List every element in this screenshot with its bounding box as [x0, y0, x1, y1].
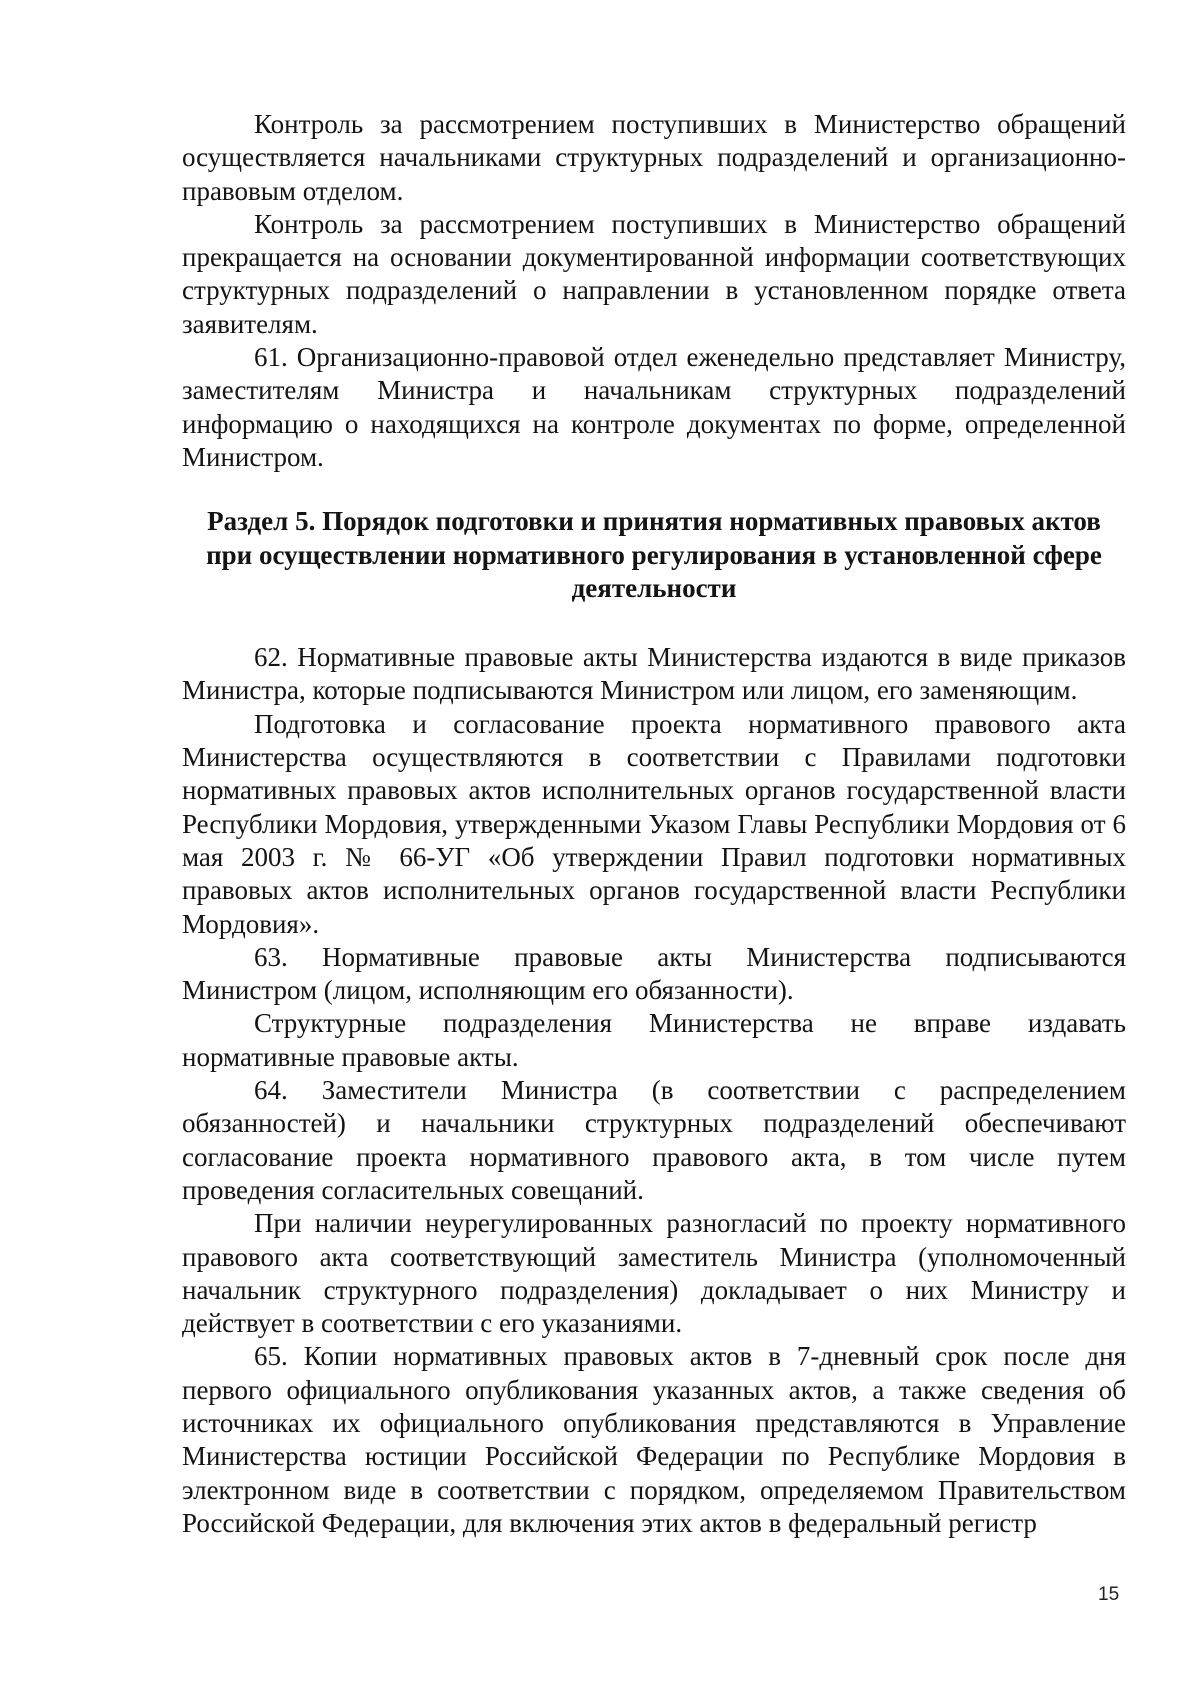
- paragraph-control-termination: Контроль за рассмотрением поступивших в Министерство обращений прекращается на основании документированной информации соответствующих структурных подразделений о направлении в установленном порядке ответа заявителям.: [182, 208, 1126, 339]
- paragraph-62: 62. Нормативные правовые акты Министерства издаются в виде приказов Министра, которые подписываются Министром или лицом, его заменяющим.: [182, 642, 1126, 706]
- section-5-heading: Раздел 5. Порядок подготовки и принятия нормативных правовых актов при осуществлении нормативного регулирования в установленной сфере деятельности: [206, 506, 1102, 603]
- document-page: [182, 108, 1126, 1540]
- page-number: 15: [1098, 1584, 1120, 1605]
- paragraph-disagreements: При наличии неурегулированных разногласий по проекту нормативного правового акта соответствующий заместитель Министра (уполномоченный начальник структурного подразделения) докладывает о них Министру и действует в соответствии с его указаниями.: [182, 1208, 1126, 1339]
- paragraph-preparation-approval: Подготовка и согласование проекта нормативного правового акта Министерства осуществляются в соответствии с Правилами подготовки нормативных правовых актов исполнительных органов государственной власти Республики Мордовия, утвержденными Указом Главы Республики Мордовия от 6 мая 2003 г. № 66-УГ «Об утверждении Правил подготовки нормативных правовых актов исполнительных органов государственной власти Республики Мордовия».: [182, 708, 1126, 939]
- paragraph-61: 61. Организационно-правовой отдел еженедельно представляет Министру, заместителям Министра и начальникам структурных подразделений информацию о находящихся на контроле документах по форме, определенной Министром.: [182, 342, 1126, 472]
- paragraph-65: 65. Копии нормативных правовых актов в 7-дневный срок после дня первого официального опубликования указанных актов, а также сведения об источниках их официального опубликования представляются в Управление Министерства юстиции Российской Федерации по Республике Мордовия в электронном виде в соответствии с порядком, определяемом Правительством Российской Федерации, для включения этих актов в федеральный регистр: [182, 1341, 1126, 1538]
- paragraph-64: 64. Заместители Министра (в соответствии с распределением обязанностей) и начальники структурных подразделений обеспечивают согласование проекта нормативного правового акта, в том числе путем проведения согласительных совещаний.: [182, 1075, 1126, 1205]
- paragraph-63: 63. Нормативные правовые акты Министерства подписываются Министром (лицом, исполняющим его обязанности).: [182, 941, 1126, 1006]
- paragraph-control-responsibility: Контроль за рассмотрением поступивших в Министерство обращений осуществляется начальниками структурных подразделений и организационно-правовым отделом.: [182, 109, 1126, 206]
- paragraph-structural-units: Структурные подразделения Министерства не вправе издавать нормативные правовые акты.: [182, 1008, 1126, 1072]
